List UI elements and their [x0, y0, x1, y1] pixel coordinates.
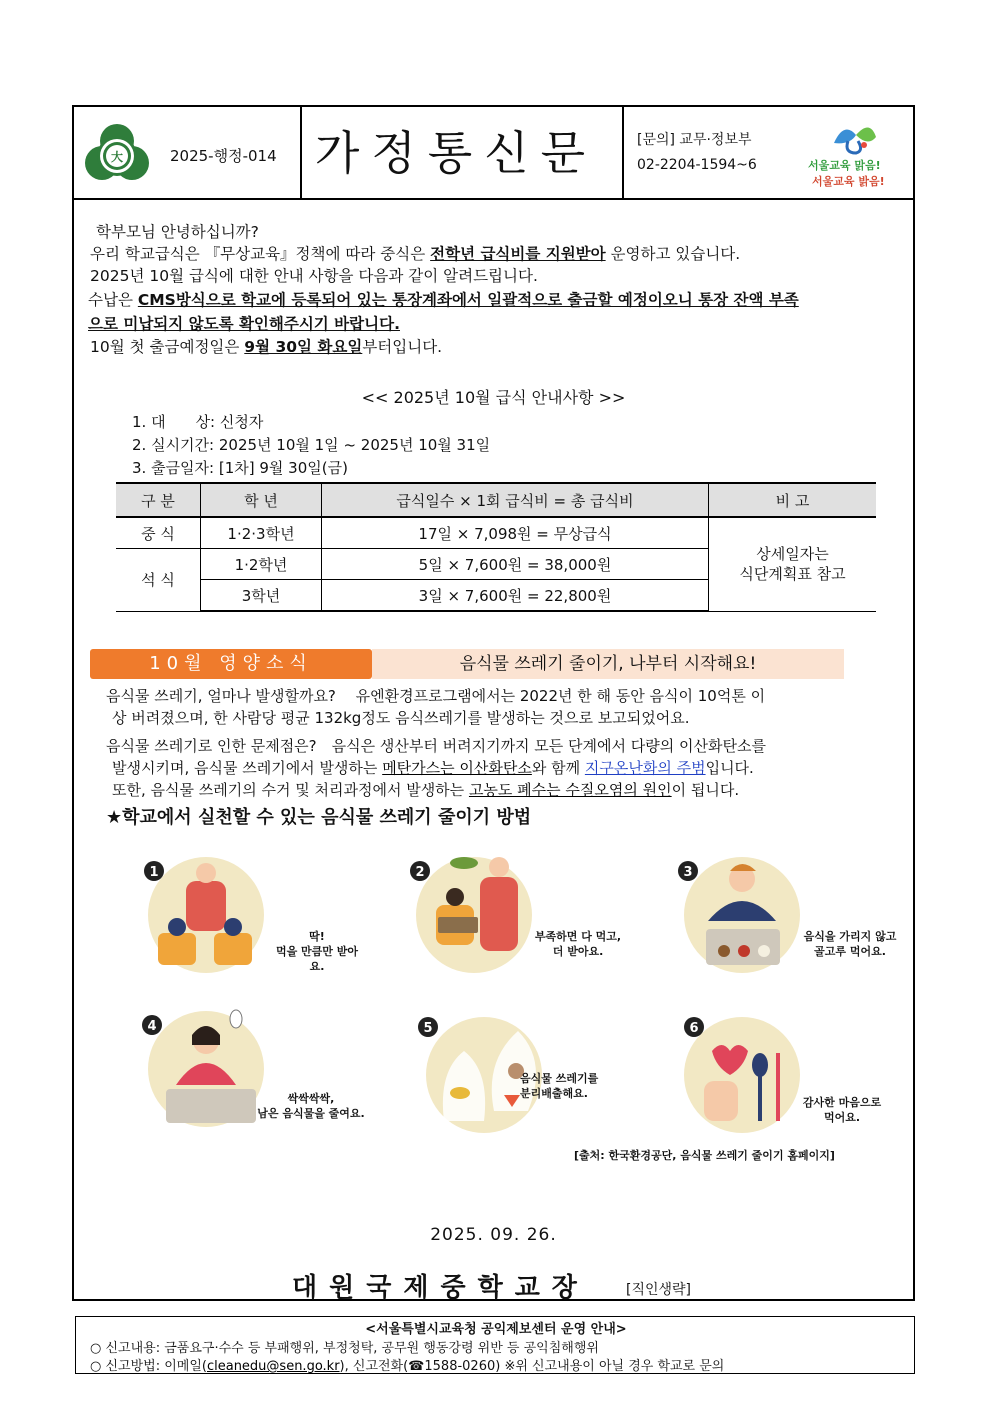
footer-line-2: ○ 신고방법: 이메일(cleanedu@sen.go.kr), 신고전화(☎1588-0260) ※위 신고내용이 아닐 경우 학교로 문의	[90, 1359, 725, 1374]
step-5-illustration	[404, 1011, 614, 1145]
step-1-caption: 딱! 먹을 만큼만 받아요.	[275, 930, 359, 973]
contact-phone: 02-2204-1594~6	[637, 157, 757, 173]
footer-line-1: ○ 신고내용: 금품요구·수수 등 부패행위, 부정청탁, 공무원 행동강령 위반 등 공익침해행위	[90, 1341, 599, 1356]
step-4-caption: 싹싹싹싹, 남은 음식물을 줄여요.	[257, 1092, 365, 1120]
newsletter-frame	[72, 105, 915, 1301]
note-line-1: 상세일자는	[756, 545, 829, 564]
notice-item-period: 2. 실시기간: 2025년 10월 1일 ~ 2025년 10월 31일	[132, 436, 491, 454]
nutrition-p2-line3: 또한, 음식물 쓰레기의 수거 및 처리과정에서 발생하는 고농도 폐수는 수질오염의 원인이 됩니다.	[112, 781, 740, 799]
cell-note	[709, 517, 877, 611]
school-emblem-icon	[82, 119, 152, 189]
signer: 대원국제중학교장	[292, 1273, 589, 1303]
notice-item-target: 1. 대 상: 신청자	[132, 413, 264, 431]
intro-line-3: 2025년 10월 급식에 대한 안내 사항을 다음과 같이 알려드립니다.	[90, 267, 538, 285]
logo-text-1: 서울교육 맑음!	[808, 159, 881, 172]
step-2-illustration	[404, 851, 622, 985]
step-number: 3	[683, 865, 693, 880]
step-6-caption: 감사한 마음으로 먹어요.	[802, 1096, 882, 1124]
footer-title: <서울특별시교육청 공익제보센터 운영 안내>	[365, 1322, 627, 1337]
image-source: [출처: 한국환경공단, 음식물 쓰레기 줄이기 홈페이지]	[574, 1149, 835, 1162]
step-1-illustration	[136, 851, 359, 985]
step-number: 6	[689, 1021, 699, 1036]
step-2-caption: 부족하면 다 먹고, 더 받아요.	[534, 930, 622, 958]
step-6-illustration	[672, 1011, 882, 1145]
intro-line-5: 으로 미납되지 않도록 확인해주시기 바랍니다.	[88, 315, 400, 333]
table-row	[116, 517, 876, 549]
intro-line-6: 10월 첫 출금예정일은 9월 30일 화요일부터입니다.	[90, 338, 443, 356]
col-header-note: 비 고	[709, 483, 877, 517]
step-number: 2	[415, 865, 425, 880]
step-5-caption: 음식물 쓰레기를 분리배출해요.	[520, 1072, 599, 1100]
col-header-type: 구 분	[116, 483, 201, 517]
cell-type: 중 식	[116, 517, 201, 549]
nutrition-label: 10월 영양소식	[90, 649, 372, 679]
step-3-caption: 음식을 가리지 않고 골고루 먹어요.	[803, 930, 897, 958]
nutrition-p1-line2: 상 버려졌으며, 한 사람당 평균 132kg정도 음식쓰레기를 발생하는 것으로 보고되었어요.	[112, 709, 690, 727]
step-number: 4	[147, 1019, 157, 1034]
report-email-link[interactable]: cleanedu@sen.go.kr	[206, 1359, 340, 1374]
table-header-row	[116, 483, 876, 517]
whistleblower-notice	[75, 1316, 915, 1374]
greeting: 학부모님 안녕하십니까?	[96, 223, 259, 241]
cell-calc: 5일 × 7,600원 = 38,000원	[322, 549, 709, 580]
seoul-education-logo	[804, 113, 904, 193]
step-number: 5	[423, 1021, 433, 1036]
page-title: 가정통신문	[314, 126, 598, 180]
col-header-grade: 학 년	[201, 483, 322, 517]
contact-department: [문의] 교무·정보부	[637, 132, 752, 148]
cell-grade: 3학년	[201, 580, 322, 612]
notice-title: << 2025년 10월 급식 안내사항 >>	[361, 388, 626, 407]
intro-line-2: 우리 학교급식은 『무상교육』정책에 따라 중식은 전학년 급식비를 지원받아 운영하고 있습니다.	[90, 245, 741, 263]
logo-text-2: 서울교육 밝음!	[812, 175, 885, 188]
seal-note: [직인생략]	[626, 1282, 692, 1298]
cell-grade: 1·2학년	[201, 549, 322, 580]
col-header-calc: 급식일수 × 1회 급식비 = 총 급식비	[322, 483, 709, 517]
document-number: 2025-행정-014	[170, 147, 277, 165]
issue-date: 2025. 09. 26.	[430, 1225, 557, 1245]
nutrition-p2-line2: 발생시키며, 음식물 쓰레기에서 발생하는 메탄가스는 이산화탄소와 함께 지구온난화의 주범입니다.	[112, 759, 754, 777]
cell-grade: 1·2·3학년	[201, 517, 322, 549]
nutrition-p2-line1: 음식물 쓰레기로 인한 문제점은? 음식은 생산부터 버려지기까지 모든 단계에서 다량의 이산화탄소를	[106, 737, 766, 755]
header	[74, 107, 913, 200]
note-line-2: 식단계획표 참고	[739, 565, 846, 584]
fee-table	[116, 482, 876, 612]
nutrition-p1-line1: 음식물 쓰레기, 얼마나 발생할까요? 유엔환경프로그램에서는 2022년 한 해 동안 음식이 10억톤 이	[106, 687, 766, 705]
step-3-illustration	[672, 851, 897, 985]
svg-text:大: 大	[110, 150, 124, 164]
cell-calc: 3일 × 7,600원 = 22,800원	[322, 580, 709, 612]
method-title: ★학교에서 실천할 수 있는 음식물 쓰레기 줄이기 방법	[106, 807, 532, 828]
nutrition-headline: 음식물 쓰레기 줄이기, 나부터 시작해요!	[372, 649, 844, 679]
notice-item-withdraw-date: 3. 출금일자: [1차] 9월 30일(금)	[132, 459, 348, 477]
cell-type: 석 식	[116, 549, 201, 612]
step-4-illustration	[136, 1005, 365, 1139]
cell-calc: 17일 × 7,098원 = 무상급식	[322, 517, 709, 549]
intro-line-4: 수납은 CMS방식으로 학교에 등록되어 있는 통장계좌에서 일괄적으로 출금할 예정이오니 통장 잔액 부족	[88, 291, 799, 309]
step-number: 1	[149, 865, 159, 880]
